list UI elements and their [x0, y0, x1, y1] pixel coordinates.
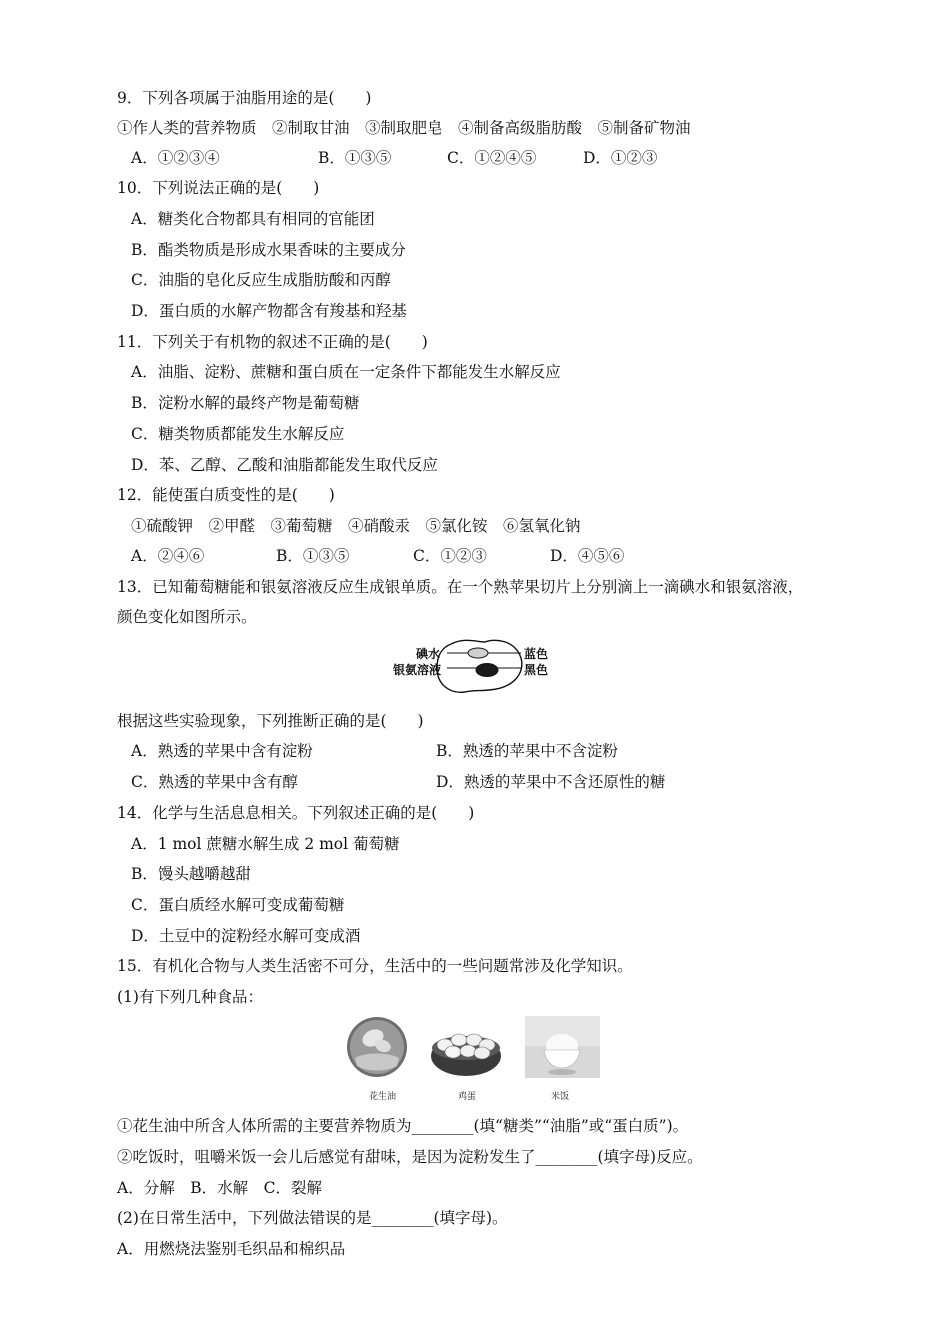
q14-stem: 14．化学与生活息息相关。下列叙述正确的是( ) [117, 804, 475, 822]
q15-part2: (2)在日常生活中，下列做法错误的是________(填字母)。 [117, 1209, 508, 1227]
iodine-drop [468, 648, 488, 658]
q15-part1: (1)有下列几种食品： [117, 988, 263, 1006]
rice-image [525, 1016, 600, 1078]
q15-sub2: ②吃饭时，咀嚼米饭一会儿后感觉有甜味，是因为淀粉发生了________(填字母)反应。 [117, 1148, 703, 1166]
q14-option-a: A．1 mol 蔗糖水解生成 2 mol 葡萄糖 [131, 835, 400, 853]
q11-option-a: A．油脂、淀粉、蔗糖和蛋白质在一定条件下都能发生水解反应 [131, 363, 561, 381]
peanut-oil-image [347, 1017, 407, 1077]
q14-option-d: D．土豆中的淀粉经水解可变成酒 [131, 927, 361, 945]
q9-option-d: D．①②③ [583, 149, 658, 167]
label-blue: 蓝色 [524, 647, 549, 661]
q10-option-d: D．蛋白质的水解产物都含有羧基和羟基 [131, 302, 407, 320]
label-silver-ammonia: 银氨溶液 [393, 663, 442, 677]
q10-option-a: A．糖类化合物都具有相同的官能团 [131, 210, 375, 228]
q12-stem: 12．能使蛋白质变性的是( ) [117, 486, 335, 504]
q14-option-c: C．蛋白质经水解可变成葡萄糖 [131, 896, 345, 914]
q12-option-a: A．②④⑥ [131, 547, 205, 565]
q10-option-c: C．油脂的皂化反应生成脂肪酸和丙醇 [131, 271, 391, 289]
q13-stem-line1: 13．已知葡萄糖能和银氨溶液反应生成银单质。在一个熟苹果切片上分别滴上一滴碘水和银氨溶液， [117, 578, 804, 596]
q13-option-a: A．熟透的苹果中含有淀粉 [131, 742, 313, 760]
q13-question: 根据这些实验现象，下列推断正确的是( ) [117, 712, 424, 730]
q13-stem-line2: 颜色变化如图所示。 [117, 608, 257, 626]
q12-option-c: C．①②③ [413, 547, 487, 565]
q12-option-b: B．①③⑤ [276, 547, 350, 565]
q13-option-d: D．熟透的苹果中不含还原性的糖 [436, 773, 666, 791]
caption-rice: 米饭 [551, 1092, 570, 1102]
food-pictures [347, 1016, 603, 1080]
q10-stem: 10．下列说法正确的是( ) [117, 179, 320, 197]
caption-peanut-oil: 花生油 [369, 1092, 397, 1102]
q15-sub2-options: A．分解 B．水解 C．裂解 [117, 1179, 322, 1197]
q9-items: ①作人类的营养物质 ②制取甘油 ③制取肥皂 ④制备高级脂肪酸 ⑤制备矿物油 [117, 119, 691, 137]
silver-ammonia-drop [476, 664, 498, 677]
eggs-image [431, 1034, 501, 1076]
label-black: 黑色 [524, 663, 549, 677]
q9-stem: 9．下列各项属于油脂用途的是( ) [117, 89, 372, 107]
q11-stem: 11．下列关于有机物的叙述不正确的是( ) [117, 333, 428, 351]
q9-option-a: A．①②③④ [131, 149, 220, 167]
q15-sub1: ①花生油中所含人体所需的主要营养物质为________(填“糖类”“油脂”或“蛋白质”)。 [117, 1117, 689, 1135]
q11-option-d: D．苯、乙醇、乙酸和油脂都能发生取代反应 [131, 456, 438, 474]
q11-option-c: C．糖类物质都能发生水解反应 [131, 425, 345, 443]
q15-part2-option-a: A．用燃烧法鉴别毛织品和棉织品 [117, 1240, 346, 1258]
q12-items: ①硫酸钾 ②甲醛 ③葡萄糖 ④硝酸汞 ⑤氯化铵 ⑥氢氧化钠 [131, 517, 581, 535]
q14-option-b: B．馒头越嚼越甜 [131, 865, 251, 883]
q9-option-c: C．①②④⑤ [447, 149, 537, 167]
q10-option-b: B．酯类物质是形成水果香味的主要成分 [131, 241, 406, 259]
q12-option-d: D．④⑤⑥ [550, 547, 625, 565]
q13-option-c: C．熟透的苹果中含有醇 [131, 773, 298, 791]
q13-option-b: B．熟透的苹果中不含淀粉 [436, 742, 618, 760]
q15-stem: 15．有机化合物与人类生活密不可分，生活中的一些问题常涉及化学知识。 [117, 957, 633, 975]
q11-option-b: B．淀粉水解的最终产物是葡萄糖 [131, 394, 360, 412]
label-iodine: 碘水 [416, 647, 441, 661]
q9-option-b: B．①③⑤ [318, 149, 392, 167]
caption-eggs: 鸡蛋 [458, 1092, 477, 1102]
